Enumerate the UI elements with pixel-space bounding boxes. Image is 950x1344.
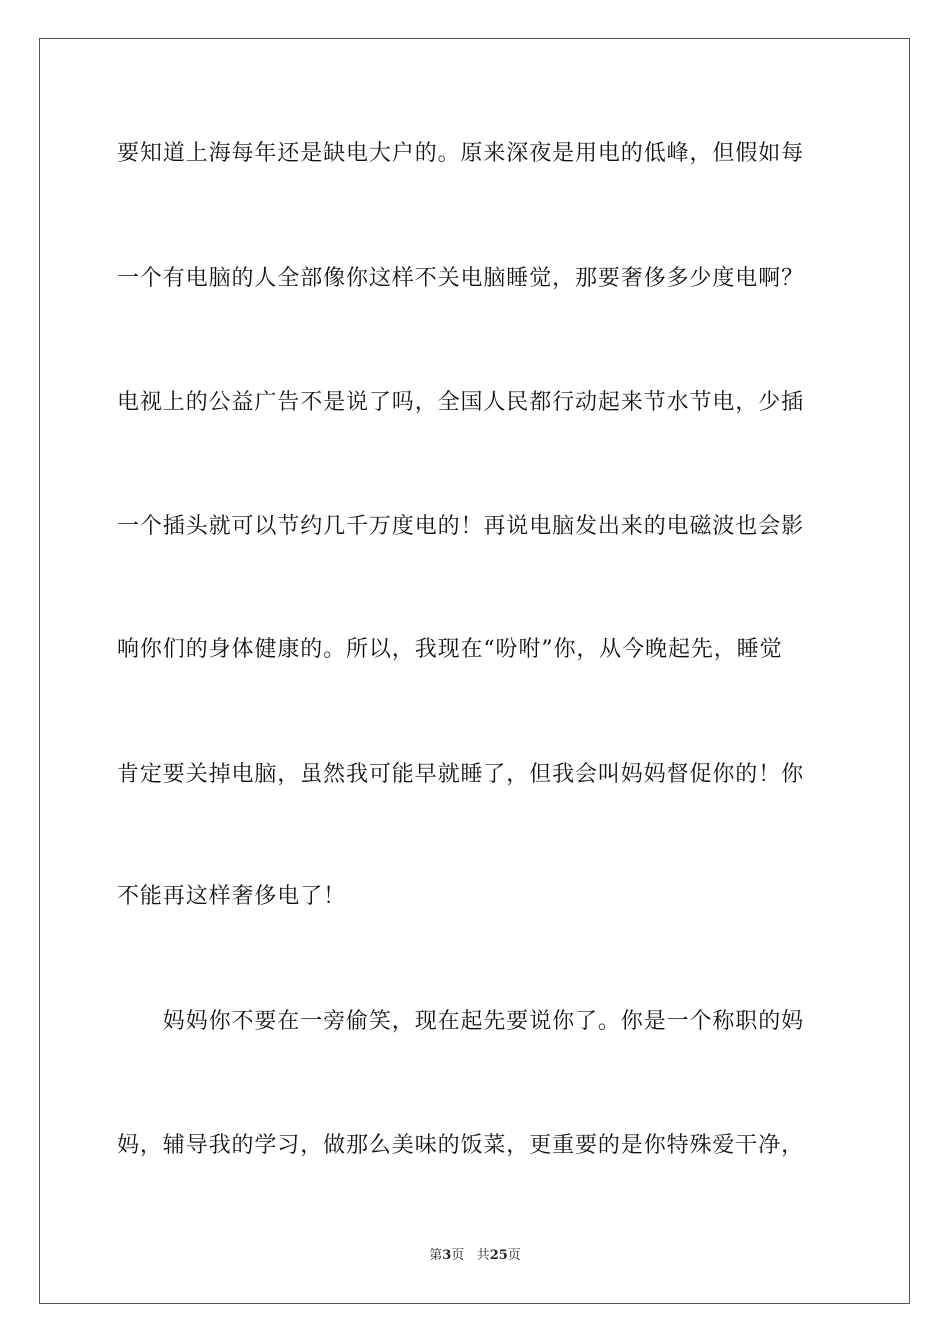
footer-page-number: 3	[442, 1248, 452, 1263]
text-line-6: 肯定要关掉电脑，虽然我可能早就睡了，但我会叫妈妈督促你的！你	[117, 762, 805, 787]
text-line-5: 响你们的身体健康的。所以，我现在“吩咐”你，从今晚起先，睡觉	[117, 637, 783, 662]
footer-total-suffix: 页	[507, 1248, 521, 1263]
text-line-8: 妈妈你不要在一旁偷笑，现在起先要说你了。你是一个称职的妈	[117, 1009, 805, 1034]
footer-total-prefix: 共	[476, 1248, 490, 1263]
footer-page-prefix: 第	[429, 1248, 443, 1263]
text-line-4: 一个插头就可以节约几千万度电的！再说电脑发出来的电磁波也会影	[117, 514, 805, 539]
footer-page-suffix: 页	[451, 1248, 465, 1263]
page-border	[39, 38, 910, 1304]
text-line-3: 电视上的公益广告不是说了吗，全国人民都行动起来节水节电，少插	[117, 390, 805, 415]
text-line-9: 妈，辅导我的学习，做那么美味的饭菜，更重要的是你特殊爱干净，	[117, 1133, 805, 1158]
text-line-7: 不能再这样奢侈电了！	[117, 884, 347, 909]
page-footer	[0, 1247, 950, 1265]
text-line-1: 要知道上海每年还是缺电大户的。原来深夜是用电的低峰，但假如每	[117, 141, 805, 166]
text-line-2: 一个有电脑的人全部像你这样不关电脑睡觉，那要奢侈多少度电啊？	[117, 266, 805, 291]
footer-total-pages: 25	[489, 1248, 508, 1263]
